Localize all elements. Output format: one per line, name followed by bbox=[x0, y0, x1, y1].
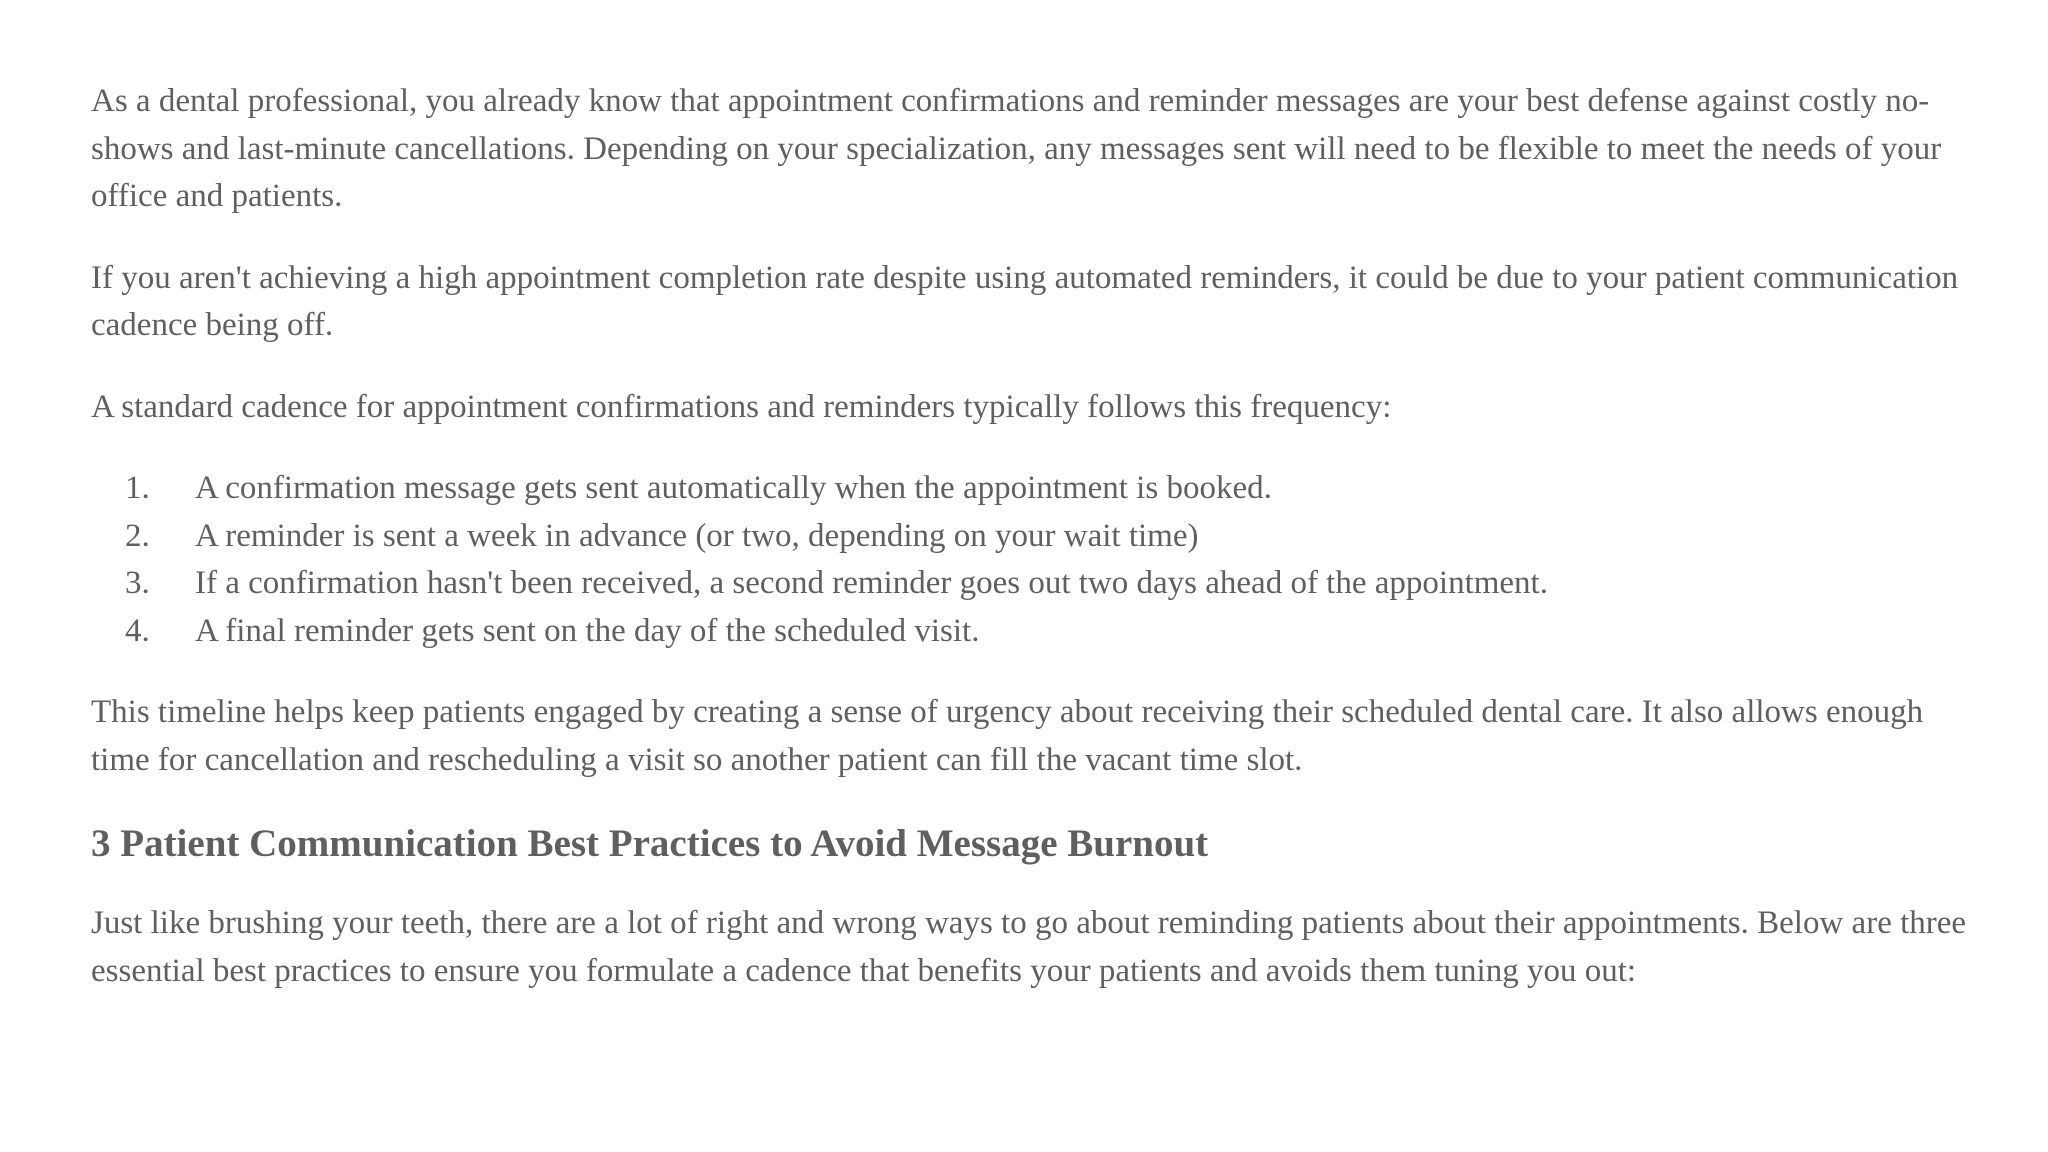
timeline-paragraph: This timeline helps keep patients engaged by creating a sense of urgency about receiving their scheduled dental care. It also allows enough time for cancellation and rescheduling a visit so another patient can fill the vacant time slot. bbox=[91, 694, 1924, 778]
list-item-text: A final reminder gets sent on the day of the scheduled visit. bbox=[195, 612, 980, 649]
list-item-text: If a confirmation hasn't been received, a second reminder goes out two days ahead of the appointment. bbox=[195, 565, 1548, 601]
list-item bbox=[91, 560, 1968, 608]
intro-paragraph-2: If you aren't achieving a high appointment completion rate despite using automated reminders, it could be due to your patient communication cadence being off. bbox=[91, 259, 1959, 343]
section-heading: 3 Patient Communication Best Practices to Avoid Message Burnout bbox=[91, 822, 1209, 865]
intro-paragraph-1: As a dental professional, you already know that appointment confirmations and reminder messages are your best defense against costly no-shows and last-minute cancellations. Depending on your specialization, any messages sent will need to be flexible to meet the needs of your office and patients. bbox=[91, 83, 1942, 214]
list-item-text: A reminder is sent a week in advance (or two, depending on your wait time) bbox=[195, 517, 1199, 554]
list-item-number: 4. bbox=[125, 612, 150, 649]
list-item-number: 1. bbox=[125, 470, 150, 506]
intro-paragraph-3: A standard cadence for appointment confirmations and reminders typically follows this frequency: bbox=[91, 388, 1392, 425]
list-item bbox=[91, 608, 1968, 656]
reminder-steps-list bbox=[91, 465, 1968, 655]
list-item-number: 3. bbox=[125, 565, 150, 601]
list-item bbox=[91, 513, 1968, 561]
list-item bbox=[91, 465, 1968, 513]
closing-paragraph: Just like brushing your teeth, there are a lot of right and wrong ways to go about reminding patients about their appointments. Below are three essential best practices to ensure you formulate a cadence that benefits your patients and avoids them tuning you out: bbox=[91, 905, 1967, 989]
list-item-number: 2. bbox=[125, 517, 150, 554]
list-item-text: A confirmation message gets sent automatically when the appointment is booked. bbox=[195, 470, 1272, 506]
